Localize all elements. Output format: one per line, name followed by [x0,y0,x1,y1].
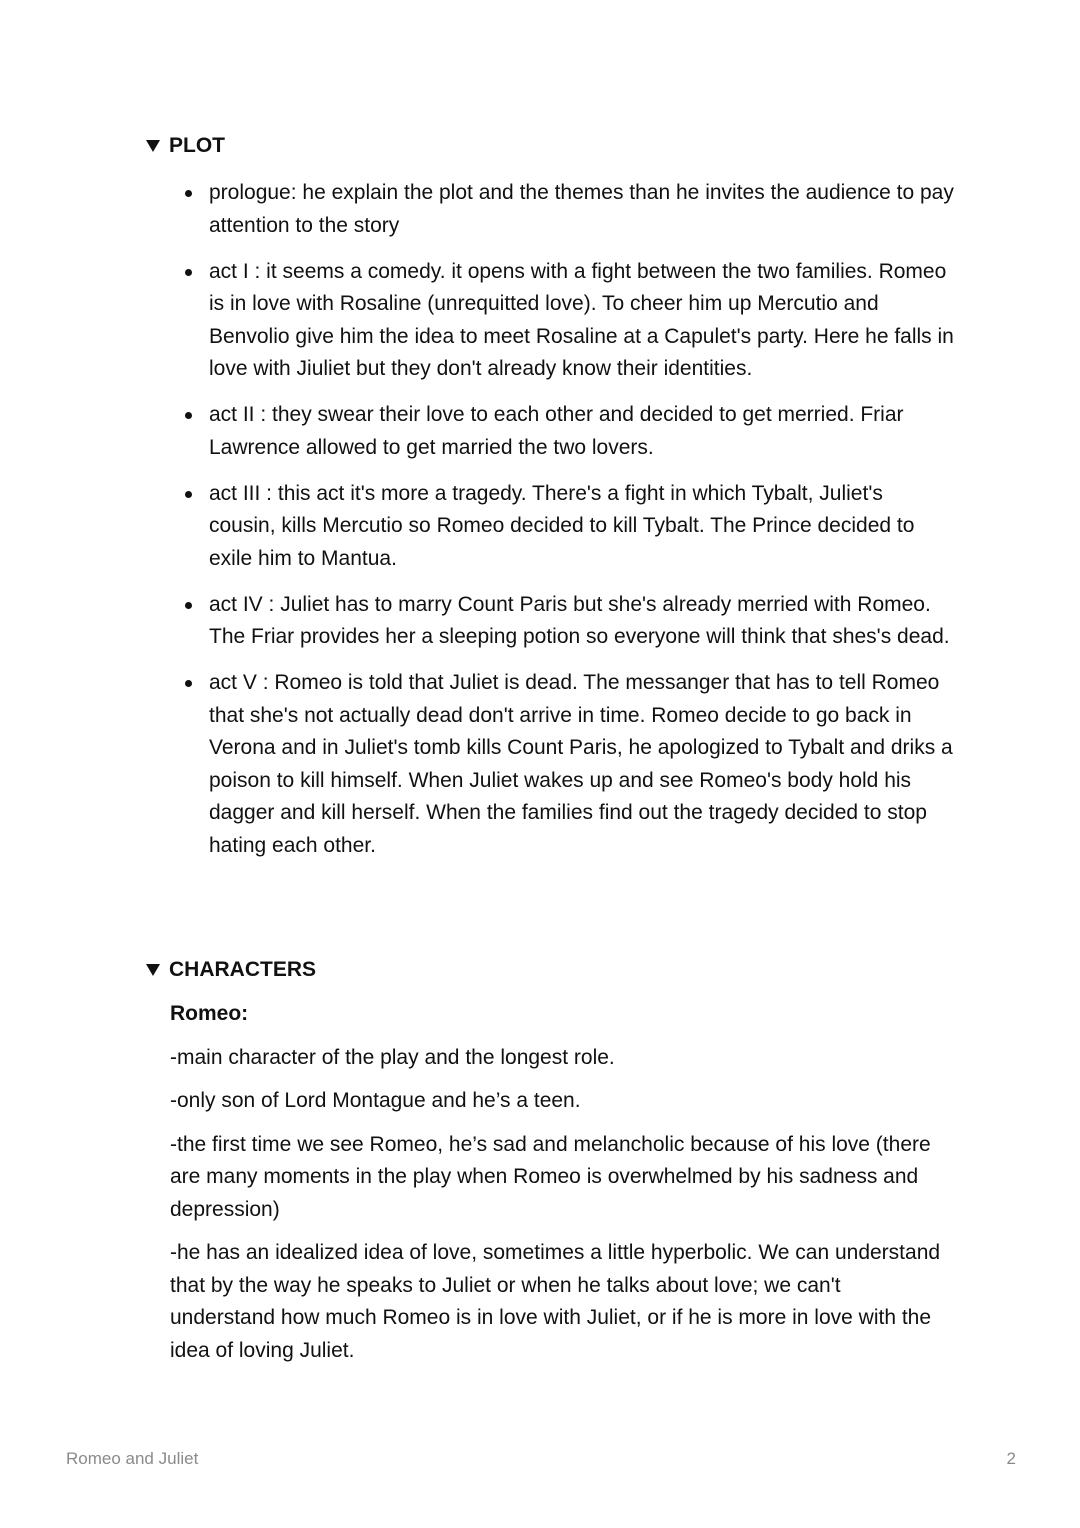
list-item: act II : they swear their love to each other and decided to get merried. Friar Lawrence allowed to get married the two lovers. [209,399,954,464]
list-item: prologue: he explain the plot and the themes than he invites the audience to pay attention to the story [209,177,954,242]
character-name: Romeo: [170,1002,249,1025]
characters-toggle[interactable] [146,958,316,982]
plot-list [209,177,954,876]
list-item: act I : it seems a comedy. it opens with a fight between the two families. Romeo is in love with Rosaline (unrequitted love). To cheer him up Mercutio and Benvolio give him the idea to meet Rosaline at a Capulet's party. Here he falls in love with Jiuliet but they don't already know their identities. [209,256,954,386]
triangle-down-icon[interactable] [146,140,160,152]
character-line: -main character of the play and the longest role. [170,1045,615,1069]
plot-toggle[interactable] [146,134,225,158]
character-line: -only son of Lord Montague and he’s a teen. [170,1089,581,1112]
character-line: -the first time we see Romeo, he’s sad and melancholic because of his love (there are many moments in the play when Romeo is overwhelmed by his sadness and depression) [170,1132,931,1221]
characters-heading: CHARACTERS [169,958,316,981]
character-line: -he has an idealized idea of love, sometimes a little hyperbolic. We can understand that by the way he speaks to Juliet or when he talks about love; we can't understand how much Romeo is in love with Juliet, or if he is more in love with the idea of loving Juliet. [170,1241,941,1362]
list-item: act III : this act it's more a tragedy. There's a fight in which Tybalt, Juliet's cousin, kills Mercutio so Romeo decided to kill Tybalt. The Prince decided to exile him to Mantua. [209,478,954,576]
characters-body [170,998,950,1378]
list-item: act IV : Juliet has to marry Count Paris but she's already merried with Romeo. The Friar provides her a sleeping potion so everyone will think that shes's dead. [209,589,954,654]
page-number: 2 [1006,1449,1016,1468]
list-item: act V : Romeo is told that Juliet is dead. The messanger that has to tell Romeo that she's not actually dead don't arrive in time. Romeo decide to go back in Verona and in Juliet's tomb kills Count Paris, he apologized to Tybalt and driks a poison to kill himself. When Juliet wakes up and see Romeo's body hold his dagger and kill herself. When the families find out the tragedy decided to stop hating each other. [209,667,954,862]
triangle-down-icon[interactable] [146,964,160,976]
footer-title: Romeo and Juliet [66,1449,199,1468]
plot-heading: PLOT [169,134,225,157]
